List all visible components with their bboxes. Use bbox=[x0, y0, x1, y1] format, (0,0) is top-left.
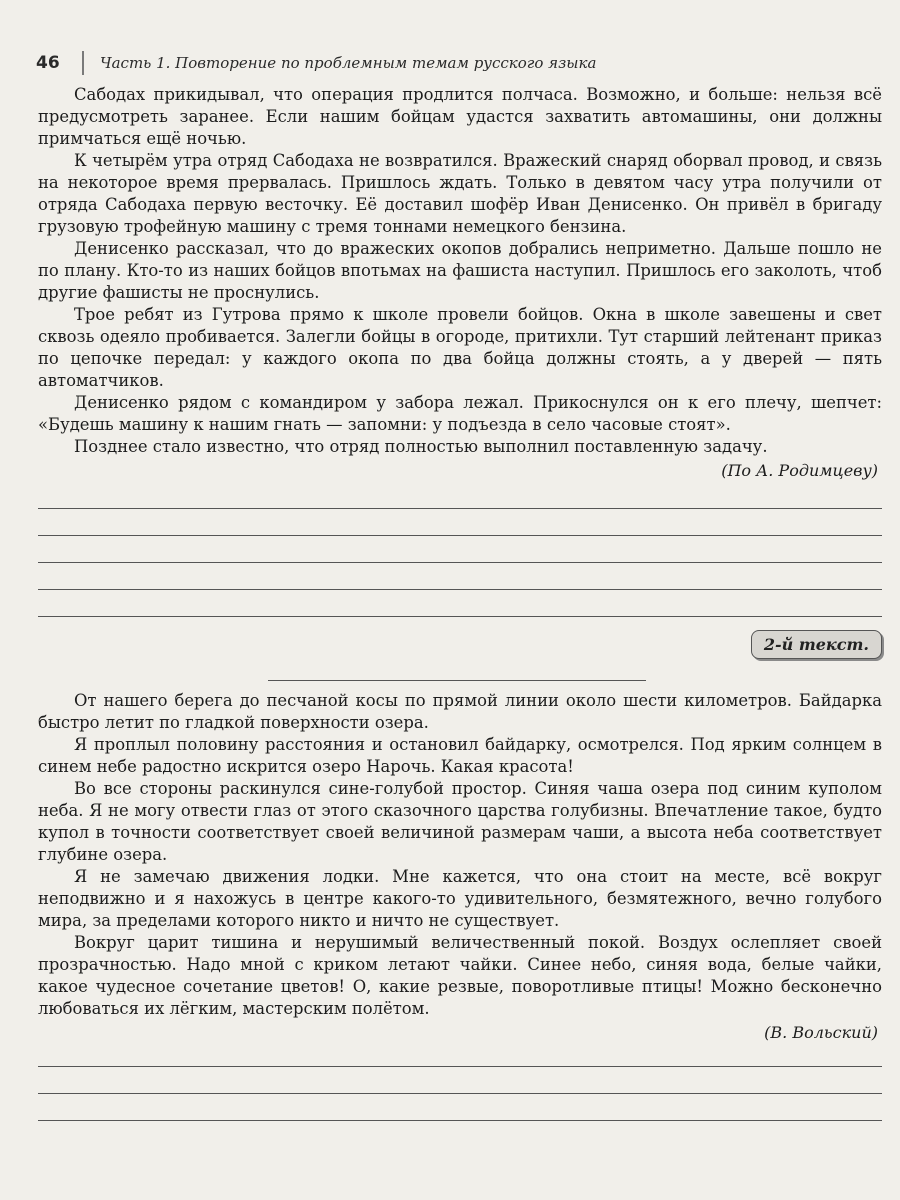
answer-line[interactable] bbox=[38, 1067, 882, 1094]
paragraph: Позднее стало известно, что отряд полностью выполнил поставленную задачу. bbox=[74, 437, 768, 456]
answer-line[interactable] bbox=[38, 1094, 882, 1121]
page-number: 46 bbox=[36, 53, 60, 73]
paragraph: Денисенко рядом с командиром у забора лежал. Прикоснулся он к его плечу, шепчет: «Будешь машину к нашим гнать — запомни: у подъезда в село часовые стоят». bbox=[38, 393, 882, 434]
text-2-badge-wrap bbox=[751, 630, 882, 659]
answer-line[interactable] bbox=[38, 509, 882, 536]
paragraph: К четырём утра отряд Сабодаха не возвратился. Вражеский снаряд оборвал провод, и связь на некоторое время прервалась. Пришлось ждать. Только в девятом часу утра получили от отряда Сабодаха первую весточку. Её доставил шофёр Иван Денисенко. Он привёл в бригаду грузовую трофейную машину с тремя тоннами немецкого бензина. bbox=[38, 151, 882, 236]
paragraph: Я не замечаю движения лодки. Мне кажется, что она стоит на месте, всё вокруг неподвижно и я нахожусь в центре какого-то удивительного, безмятежного, вечно голубого мира, за пределами которого никто и ничто не существует. bbox=[38, 867, 882, 930]
paragraph: Во все стороны раскинулся сине-голубой простор. Синяя чаша озера под синим куполом неба. Я не могу отвести глаз от этого сказочного царства голубизны. Впечатление такое, будто купол в точности соответствует своей величиной размерам чаши, а высота неба соответствует глубине озера. bbox=[38, 779, 882, 864]
answer-line[interactable] bbox=[38, 482, 882, 509]
title-answer-line[interactable] bbox=[268, 680, 646, 681]
paragraph: Сабодах прикидывал, что операция продлится полчаса. Возможно, и больше: нельзя всё предусмотреть заранее. Если нашим бойцам удастся захватить автомашины, они должны примчаться ещё ночью. bbox=[38, 85, 882, 148]
paragraph: Вокруг царит тишина и нерушимый величественный покой. Воздух ослепляет своей прозрачностью. Надо мной с криком летают чайки. Синее небо, синяя вода, белые чайки, какое чудесное сочетание цветов! О, какие резвые, поворотливые птицы! Можно бесконечно любоваться их лёгким, мастерским полётом. bbox=[38, 933, 882, 1018]
answer-lines-1 bbox=[38, 482, 882, 617]
answer-line[interactable] bbox=[38, 1040, 882, 1067]
header-divider bbox=[82, 51, 84, 75]
chapter-title: Часть 1. Повторение по проблемным темам русского языка bbox=[100, 54, 597, 72]
paragraph: От нашего берега до песчаной косы по прямой линии около шести километров. Байдарка быстро летит по гладкой поверхности озера. bbox=[38, 691, 882, 732]
paragraph: Денисенко рассказал, что до вражеских окопов добрались неприметно. Дальше пошло не по плану. Кто-то из наших бойцов впотьмах на фашиста наступил. Пришлось его заколоть, чтоб другие фашисты не проснулись. bbox=[38, 239, 882, 302]
text-1 bbox=[38, 84, 882, 482]
page-header bbox=[36, 48, 876, 78]
answer-lines-2 bbox=[38, 1040, 882, 1121]
attribution: (По А. Родимцеву) bbox=[721, 461, 878, 480]
answer-line[interactable] bbox=[38, 563, 882, 590]
text-2-badge: 2-й текст. bbox=[751, 630, 882, 659]
text-2 bbox=[38, 690, 882, 1044]
paragraph: Я проплыл половину расстояния и остановил байдарку, осмотрелся. Под ярким солнцем в синем небе радостно искрится озеро Нарочь. Какая красота! bbox=[38, 735, 882, 776]
answer-line[interactable] bbox=[38, 536, 882, 563]
attribution: (В. Вольский) bbox=[764, 1023, 878, 1042]
answer-line[interactable] bbox=[38, 590, 882, 617]
paragraph: Трое ребят из Гутрова прямо к школе провели бойцов. Окна в школе завешены и свет сквозь одеяло пробивается. Залегли бойцы в огороде, притихли. Тут старший лейтенант приказ по цепочке передал: у каждого окопа по два бойца должны стоять, а у дверей — пять автоматчиков. bbox=[38, 305, 882, 390]
